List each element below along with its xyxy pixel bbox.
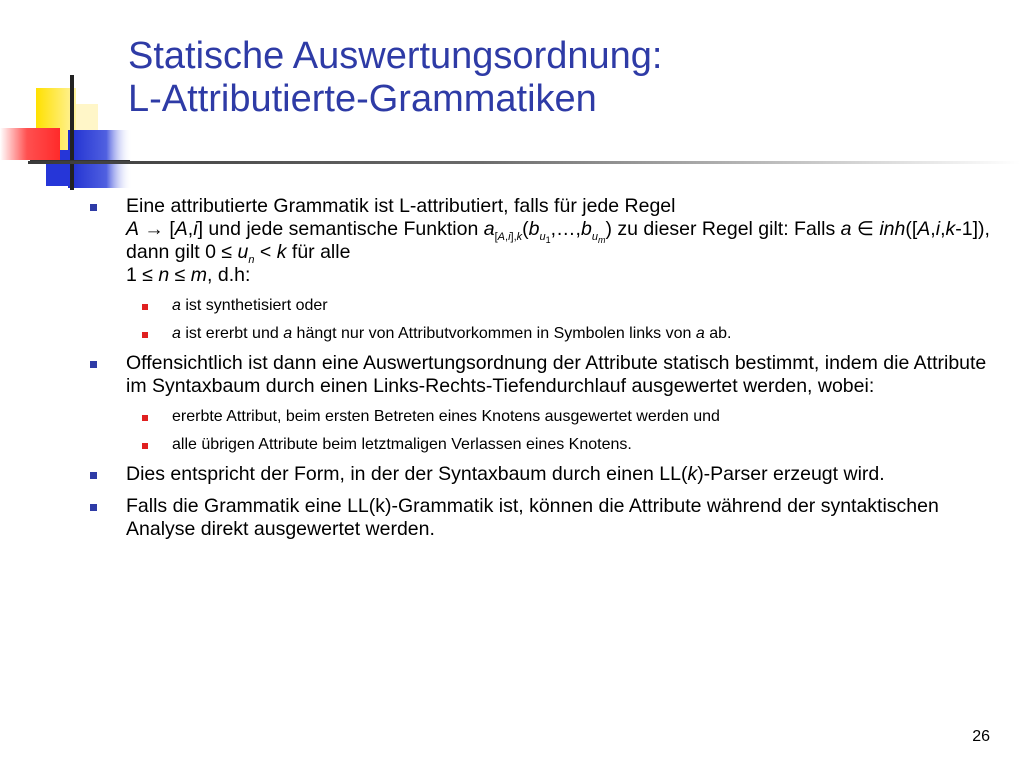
- sub-bullet-text: ererbte Attribut, beim ersten Betreten eines Knotens ausgewertet werden und: [172, 408, 720, 425]
- sub-bullet-item: [86, 324, 996, 344]
- sub-bullet-item: [86, 407, 996, 427]
- bullet-square-icon: [90, 504, 97, 511]
- sub-bullet-square-icon: [142, 304, 148, 310]
- sub-bullet-text: alle übrigen Attribute beim letztmaligen Verlassen eines Knotens.: [172, 436, 632, 453]
- sub-bullet-square-icon: [142, 415, 148, 421]
- bullet-square-icon: [90, 361, 97, 368]
- bullet-text: Dies entspricht der Form, in der der Syntaxbaum durch einen LL(k)-Parser erzeugt wird.: [126, 463, 885, 485]
- bullet-square-icon: [90, 472, 97, 479]
- slide-title-line-2: L-Attributierte-Grammatiken: [128, 78, 597, 120]
- bullet-item: [86, 352, 996, 398]
- bullet-item: [86, 495, 996, 541]
- bullet-square-icon: [90, 204, 97, 211]
- bullet-item: [86, 195, 996, 287]
- bullet-item: [86, 463, 996, 486]
- bullet-text: Eine attributierte Grammatik ist L-attributiert, falls für jede Regel A → [A,i] und jede semantische Funktion $a_{[A,i],k}(b_{u_1},\dots,b_{u_m})$ zu dieser Regel gilt: Falls a ∈ inh([A,i,k-1]), dann gilt $0 \le u_n < k$ für alle 1 ≤ n ≤ m, d.h:: [126, 195, 990, 286]
- sub-bullet-square-icon: [142, 443, 148, 449]
- decorative-logo-graphic: [0, 0, 140, 200]
- sub-bullet-square-icon: [142, 332, 148, 338]
- slide-title-line-1: Statische Auswertungsordnung:: [128, 35, 663, 77]
- sub-bullet-text: a ist synthetisiert oder: [172, 297, 328, 314]
- bullet-text: Offensichtlich ist dann eine Auswertungsordnung der Attribute statisch bestimmt, indem die Attribute im Syntaxbaum durch einen Links-Rechts-Tiefendurchlauf ausgewertet werden, wobei:: [126, 352, 987, 397]
- title-divider: [28, 161, 1020, 164]
- sub-bullet-item: [86, 296, 996, 316]
- sub-bullet-item: [86, 435, 996, 455]
- slide-title: [128, 35, 988, 121]
- page-number: 26: [972, 728, 990, 745]
- bullet-text: Falls die Grammatik eine LL(k)-Grammatik ist, können die Attribute während der syntaktischen Analyse direkt ausgewertet werden.: [126, 495, 939, 540]
- slide-body: [86, 195, 996, 550]
- sub-bullet-text: a ist ererbt und a hängt nur von Attributvorkommen in Symbolen links von a ab.: [172, 325, 732, 342]
